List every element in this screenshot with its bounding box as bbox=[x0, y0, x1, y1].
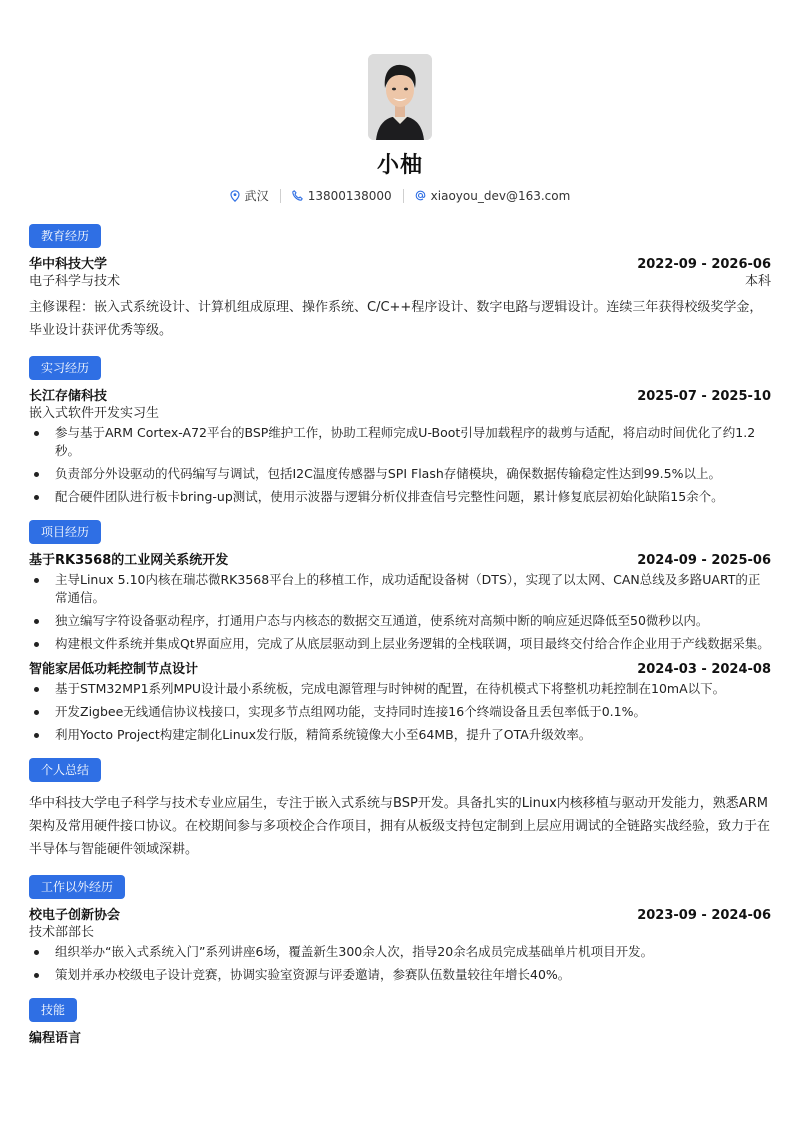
major: 电子科学与技术 bbox=[29, 274, 121, 289]
section-title-summary: 个人总结 bbox=[29, 758, 101, 782]
email-link[interactable]: xiaoyou_dev@163.com bbox=[430, 188, 571, 203]
education-description: 主修课程：嵌入式系统设计、计算机组成原理、操作系统、C/C++程序设计、数字电路与逻辑设计。连续三年获得校级奖学金，毕业设计获评优秀等级。 bbox=[29, 300, 763, 338]
phone-icon bbox=[292, 190, 303, 201]
email-icon bbox=[415, 190, 426, 201]
education-header-row bbox=[29, 256, 771, 273]
section-extracurricular bbox=[29, 875, 771, 984]
section-skills bbox=[29, 998, 771, 1047]
section-projects bbox=[29, 520, 771, 744]
company-name: 长江存储科技 bbox=[29, 389, 108, 404]
extracurricular-header-row bbox=[29, 907, 771, 924]
avatar bbox=[368, 54, 432, 140]
internship-body bbox=[29, 388, 771, 506]
list-item: 主导Linux 5.10内核在瑞芯微RK3568平台上的移植工作，成功适配设备树（DTS），实现了以太网、CAN总线及多路UART的正常通信。 bbox=[29, 571, 771, 607]
section-title-skills: 技能 bbox=[29, 998, 77, 1022]
contact-info bbox=[29, 187, 771, 204]
project-entry bbox=[29, 661, 771, 744]
list-item: 组织举办“嵌入式系统入门”系列讲座6场，覆盖新生300余人次，指导20余名成员完成基础单片机项目开发。 bbox=[29, 943, 771, 961]
project-header-row bbox=[29, 552, 771, 569]
list-item: 构建根文件系统并集成Qt界面应用，完成了从底层驱动到上层业务逻辑的全栈联调，项目最终交付给合作企业用于产线数据采集。 bbox=[29, 635, 771, 653]
skills-body bbox=[29, 1030, 771, 1047]
project-bullets bbox=[29, 680, 771, 744]
summary-text: 华中科技大学电子科学与技术专业应届生，专注于嵌入式系统与BSP开发。具备扎实的Linux内核移植与驱动开发能力，熟悉ARM架构及常用硬件接口协议。在校期间参与多项校企合作项目，拥有从板级支持包定制到上层应用调试的全链路实战经验，致力于在半导体与智能硬件领域深耕。 bbox=[29, 796, 771, 857]
section-title-extracurricular: 工作以外经历 bbox=[29, 875, 125, 899]
extracurricular-role: 技术部部长 bbox=[29, 925, 95, 940]
resume-header bbox=[29, 0, 771, 204]
section-education bbox=[29, 224, 771, 342]
organization-name: 校电子创新协会 bbox=[29, 908, 121, 923]
school-name: 华中科技大学 bbox=[29, 257, 108, 272]
contact-phone bbox=[280, 189, 403, 203]
extracurricular-bullets bbox=[29, 943, 771, 984]
section-title-internship: 实习经历 bbox=[29, 356, 101, 380]
section-summary bbox=[29, 758, 771, 861]
internship-role: 嵌入式软件开发实习生 bbox=[29, 406, 160, 421]
education-sub-row bbox=[29, 273, 771, 290]
list-item: 开发Zigbee无线通信协议栈接口，实现多节点组网功能，支持同时连接16个终端设备且丢包率低于0.1%。 bbox=[29, 703, 771, 721]
section-title-education: 教育经历 bbox=[29, 224, 101, 248]
internship-header-row bbox=[29, 388, 771, 405]
internship-dates: 2025-07 - 2025-10 bbox=[637, 389, 771, 404]
skills-heading-programming: 编程语言 bbox=[29, 1031, 82, 1046]
list-item: 策划并承办校级电子设计竞赛，协调实验室资源与评委邀请，参赛队伍数量较往年增长40%。 bbox=[29, 966, 771, 984]
list-item: 利用Yocto Project构建定制化Linux发行版，精简系统镜像大小至64MB，提升了OTA升级效率。 bbox=[29, 726, 771, 744]
location-text: 武汉 bbox=[244, 189, 269, 203]
project-name: 基于RK3568的工业网关系统开发 bbox=[29, 553, 229, 568]
projects-body bbox=[29, 552, 771, 744]
list-item: 基于STM32MP1系列MPU设计最小系统板，完成电源管理与时钟树的配置，在待机模式下将整机功耗控制在10mA以下。 bbox=[29, 680, 771, 698]
degree: 本科 bbox=[744, 274, 771, 289]
list-item: 负责部分外设驱动的代码编写与调试，包括I2C温度传感器与SPI Flash存储模块，确保数据传输稳定性达到99.5%以上。 bbox=[29, 465, 771, 483]
extracurricular-body bbox=[29, 907, 771, 984]
contact-email bbox=[403, 189, 582, 203]
project-header-row bbox=[29, 661, 771, 678]
extracurricular-dates: 2023-09 - 2024-06 bbox=[637, 908, 771, 923]
candidate-name: 小柚 bbox=[376, 153, 423, 178]
list-item: 独立编写字符设备驱动程序，打通用户态与内核态的数据交互通道，使系统对高频中断的响应延迟降低至50微秒以内。 bbox=[29, 612, 771, 630]
section-internship bbox=[29, 356, 771, 506]
location-icon bbox=[230, 190, 240, 202]
project-dates: 2024-09 - 2025-06 bbox=[637, 553, 771, 568]
list-item: 配合硬件团队进行板卡bring-up测试，使用示波器与逻辑分析仪排查信号完整性问题，累计修复底层初始化缺陷15余个。 bbox=[29, 488, 771, 506]
project-entry bbox=[29, 552, 771, 653]
list-item: 参与基于ARM Cortex-A72平台的BSP维护工作，协助工程师完成U-Boot引导加载程序的裁剪与适配，将启动时间优化了约1.2秒。 bbox=[29, 424, 771, 460]
phone-text: 13800138000 bbox=[307, 188, 392, 203]
project-bullets bbox=[29, 571, 771, 653]
project-name: 智能家居低功耗控制节点设计 bbox=[29, 662, 199, 677]
education-body bbox=[29, 256, 771, 342]
section-title-projects: 项目经历 bbox=[29, 520, 101, 544]
internship-bullets bbox=[29, 424, 771, 506]
education-dates: 2022-09 - 2026-06 bbox=[637, 257, 771, 272]
project-dates: 2024-03 - 2024-08 bbox=[637, 662, 771, 677]
contact-location bbox=[219, 187, 280, 204]
